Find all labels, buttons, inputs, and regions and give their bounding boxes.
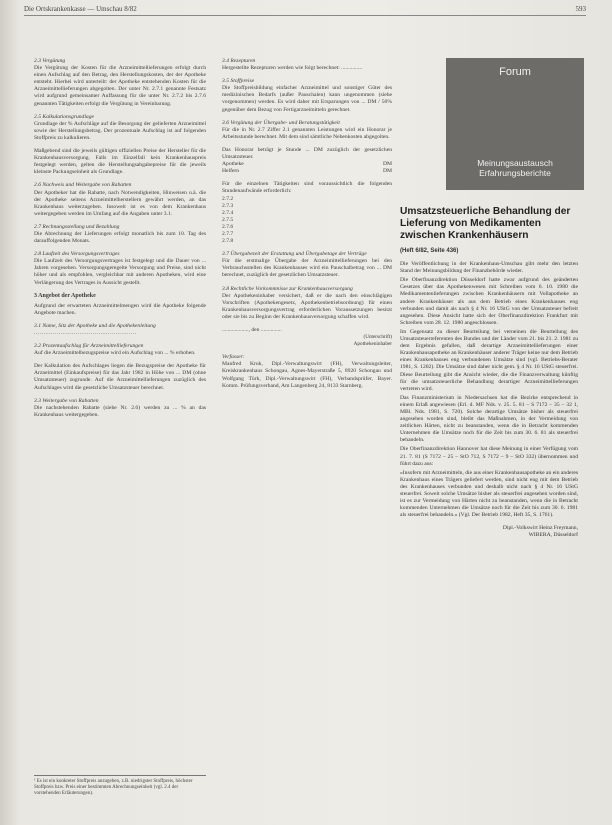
block-body: Auf die Arzneimittelbezugspreise wird ein Aufschlag von ... % erhoben. [34,350,196,357]
text-block [222,251,392,279]
text-block [34,303,206,317]
block-heading: 3.3 Weitergabe von Rabatten [34,397,99,404]
text-block [222,78,392,113]
text-block [34,58,206,108]
block-body: Für die erstmalige Übergabe der Arzneimittellieferungen bei den Verbrauchsstellen des Krankenhauses wird ein Pauschalbetrag von ... DM berechnet, zuzüglich der gesetzlichen Umsatzsteuer. [222,258,392,279]
forum-title: Forum [499,66,531,78]
block-heading: 2.6 Nachweis und Weitergabe von Rabatten [34,182,132,189]
article-signature [400,525,578,539]
block-body: Für die in Nr. 2.7 Ziffer 2.1 genannten Leistungen wird ein Honorar je Arbeitsstunde berechnet. Mit dem sind sämtliche Nebenkosten abgegolten. [222,126,392,140]
forum-subtitle [446,158,584,178]
block-heading: 3.8 Rechtliche Vorkommnisse zur Krankenhausversorgung [222,285,353,292]
block-heading: 3.6 Vergütung der Übergabe- und Beratungstätigkeit [222,119,340,126]
block-heading: 3.5 Stoffpreise [222,78,255,85]
article-paragraph: Im Gegensatz zu dieser Beurteilung bei verneinen die Beurteilung des Umsatzsteuerreferenten des Bundes und der Länder vom 21. bis 21. 2. 1981 zu dem Ergebnis gefallen, daß derartige Arzneimittellieferungen einer Krankenhausapotheke an Krankenhäuser anderer Träger keine nur dem Betrieb eines Krankenhauses eng verbundenen Umsätze sind (vgl. Betriebs-Berater 1981, S. 1202). Die Umsätze sind daher nicht gem. § 4 Nr. 16 UStG steuerfrei. Diese Beurteilung gibt die Ansicht wieder, die die Finanzverwaltung künftig für die umsatzsteuerliche Behandlung derartiger Arzneimittellieferungen vertreten wird. [400,328,578,392]
block-body: Die Vergütung der Kosten für die Arzneimittellieferungen erfolgt durch einen Aufschlag auf den Betrag, den Herstellungskosten, der der Apotheke entsteht. Hierbei wird unterteilt: der Apotheke entstehenden Kosten für die Arzneimittellieferungen abgegolten. Der unter Nr. 2.7.1 genannte Festsatz wird aufgrund gemeinsamer Auffassung für die unter Nr. 2.7.2 bis 2.7.6 genannten Tätigkeiten erfolgt die Vergütung in Vereinbarung. [34,65,206,107]
article-paragraph: Die Veröffentlichung in der Krankenhaus-Umschau gibt mehr den letzten Stand der Meinungsbildung der Finanzbehörde wieder. [400,261,578,275]
article-body [400,261,578,519]
article-paragraph: »Insofern mit Arzneimitteln, die aus einer Krankenhausapotheke an ein anderes Krankenhaus eines Trägers geliefert werden, sind nicht eng mit dem Betrieb des Krankenhauses verbunden und deshalb nicht nach § 4 Nr. 16 UStG steuerfrei. Soweit solche Umsätze bisher als steuerfrei angesehen worden sind, ist es zur Vermeidung von Härten nicht zu beanstanden, wenn die in Betracht kommenden Unternehmen die Umsätze noch für die Zeit bis zum 30. 6. 1981 als steuerfrei behandeln.« (Vgl. Der Betrieb 1982, Heft 35, S. 1761). [400,469,579,519]
block-heading: 2.3 Vergütung [34,58,66,64]
page-number: 593 [575,5,586,13]
signature-block [222,327,392,348]
block-body: Hergestellte Rezepturen werden wie folgt berechnet: ............... [222,65,363,72]
authors-block [222,354,392,389]
block-body: Grundlage der % Aufschläge auf die Besorgung der gelieferten Arzneimittel sowie der Herstellungsbetrag. Der prozentuale Aufschlag ist auf folgenden Stoffpreis zu kalkulieren. [34,120,206,141]
block-heading: 3.4 Rezepturen [222,58,256,64]
signature-role: Apothekeninhaber [353,341,392,348]
enum-item: 2.7.5 [222,216,234,223]
fee-row-label: Apotheke [222,161,244,168]
text-block [222,58,392,72]
footnote: ¹ Es ist ein konkreter Stoffpreis anzugeben, z.B. niedrigster Stoffpreis, höchster Stoffpreis bzw. Preis einer bestimmten Abrechnungseinheit (vgl. 2.4 der vorstehenden Erläuterungen). [34,775,206,798]
block-body: Aufgrund der erwarteten Arzneimittelmengen wird die Apotheke folgende Angebote machen. [34,302,206,316]
forum-subtitle-line: Erfahrungsberichte [479,168,551,178]
block-heading: 2.5 Kalkulationsgrundlage [34,113,94,120]
fee-row-unit: DM [382,168,392,175]
authors-heading: Verfasser: [222,354,245,361]
text-block [222,286,392,321]
enum-item: 2.7.4 [222,209,234,216]
column-middle [222,58,392,608]
text-block [34,251,206,286]
signature-label: (Unterschrift) [363,334,392,341]
article-title: Umsatzsteuerliche Behandlung der Lieferung von Medikamenten zwischen Krankenhäusern [400,206,571,241]
block-body: Der Apothekeninhaber versichert, daß er die nach den einschlägigen Vorschriften (Apothekengesetz, Apothekenbetriebsordnung) für einen Krankenhausversorgungsvertrag erforderlichen Voraussetzungen besitzt oder sie bis zu Beginn der Krankenhausversorgung schaffen wird. [222,292,392,320]
text-block [34,343,206,357]
block-heading: 2.7 Rechnungsstellung und Bezahlung [34,223,120,230]
block-heading: 2.8 Laufzeit des Versorgungsvertrages [34,251,120,258]
block-heading: 3.7 Übergabezeit der Erstattung und Übergabetage der Verträge [222,251,367,258]
article-paragraph: Die Oberfinanzdirektion Hannover hat diese Meinung in einer Verfügung vom 21. 7. 81 (S 7172 – 25 – StO 712, S 7172 – 9 – StO 332) übernommen und führt dazu aus: [400,446,578,467]
fee-row [222,168,392,175]
text-block [222,181,392,245]
fee-row-unit: DM [382,161,392,168]
section-heading: 3 Angebot der Apotheke [34,292,96,299]
block-body: Die Abrechnung der Lieferungen erfolgt monatlich bis zum 10. Tag des darauffolgenden Monats. [34,230,206,245]
block-body: Die Stoffpreisbildung einfacher Arzneimittel und sonstiger Güter des medizinischen Bedarfs (außer Pauschalen) kann ungenommen (siehe vorgenommen) werden. Es wird daher mit Ersparungen von ... DM / 50% gegenüber dem Bezug von Fertigarzneimitteln gerechnet. [222,85,392,113]
block-heading: 3.1 Name, Sitz der Apotheke und die Apothekenleitung [34,322,156,329]
column-left [34,58,206,825]
forum-banner [446,58,584,190]
authors-text: Manfred Kruk, Dipl.-Verwaltungswirt (FH), Verwaltungsleiter, Kreiskrankenhaus Schongau, Agnes-Mayerstraße 5, 8920 Schongau und Wolfgang Türk, Dipl.-Verwaltungswirt (FH), Verbandsprüfer, Bayer. Komm. Prüfungsverband, Am Langenberg 24, 8133 Starnberg. [222,361,392,389]
enum-item: 2.7.8 [222,238,234,245]
text-block [34,224,206,245]
block-body: Der Apotheker hat die Rabatte, nach Notwendigkeiten, Hinweisen u.ä. die der Apotheke seitens Arzneimittelherstellern gewährt werden, an das Krankenhaus weiterzugeben. Insoweit ist es von dem Krankenhaus weitergegeben werden im Umfang auf die Angaben unter 3.1. [34,189,206,217]
article-signature-org: WIBERA, Düsseldorf [528,532,578,539]
enum-item: 2.7.2 [222,195,234,202]
article-signature-name: Dipl.-Volkswirt Heinz Freymann, [502,525,578,532]
text-block [34,323,206,337]
block-body: ...................................................... [34,330,137,336]
text-block [34,114,206,142]
fee-row-label: Helfern [222,168,240,175]
block-body: Das Honorar beträgt je Stunde ... DM zuzüglich der gesetzlichen Umsatzsteuer. [222,146,392,161]
block-body: Die nachstehenden Rabatte (siehe Nr. 2.6) werden zu ... % an das Krankenhaus weitergegeben. [34,404,206,418]
forum-subtitle-line: Meinungsaustausch [477,158,553,168]
block-body: Für die einzelnen Tätigkeiten sind voraussichtlich die folgenden Stundenaufwände erforderlich: [222,181,392,195]
signature-place-date: ..................., den ............... [222,327,282,333]
text-block [34,363,206,391]
enum-item: 2.7.3 [222,202,234,209]
article-paragraph: Die Oberfinanzdirektion Düsseldorf hatte zwar aufgrund des geänderten Gesetzes über das Apothekenwesen mit Schreiben vom 6. 10. 1980 die Medikamentenlieferungen zwischen Krankenhäusern mit Vollapotheke an andere Krankenhäuser als aus dem Betrieb eines Krankenhauses eng verbunden und damit als nach § 4 Nr. 16 UStG von der Umsatzsteuer befreit angesehen. Diese Ansicht hatte sich der Oberfinanzdirektion Frankfurt mit Schreiben vom 28. 12. 1980 angeschlossen. [400,277,578,326]
text-block [222,120,392,141]
fee-row [222,161,392,168]
article [400,206,578,540]
running-head [24,5,586,16]
running-head-left: Die Ortskrankenkasse — Umschau 8/82 [24,5,137,13]
block-body: Die Laufzeit des Versorgungsvertrages ist festgelegt und die Dauer von ... Jahren vorgesehen. Versorgungsgeregelte Versorgung und Preise, sind nicht höher und als empfohlen, vergleichbar mit anderen Apotheken, wird eine Verlängerung des Vertrages in Aussicht gestellt. [34,258,206,286]
block-heading: 3.2 Prozentaufschlag für Arzneimittellieferungen [34,343,144,350]
text-block [34,398,206,419]
article-reference: (Heft 6/82, Seite 436) [400,248,459,254]
enum-item: 2.7.7 [222,230,234,237]
block-body: Maßgebend sind die jeweils gültigen offiziellen Preise der Hersteller für die Krankenhausversorgung. Falls im Einzelfall kein Krankenhauspreis festgelegt werden, gelten die Herstellungsabgabepreise für die jeweils kleinste Packungseinheit als Grundlage. [34,148,206,176]
block-body: Der Kalkulation des Aufschlages liegen die Bezugspreise der Apotheke für Arzneimittel (Einkaufspreise) für das Jahr 1982 in Höhe von ... DM (ohne Umsatzsteuer) zugrunde. Auf die Arzneimittellieferungen zuzüglich des Aufschlages wird die gesetzliche Umsatzsteuer berechnet. [34,363,206,391]
text-block [222,147,392,175]
text-block [34,182,206,217]
enum-item: 2.7.6 [222,223,234,230]
article-paragraph: Das Finanzministerium in Niedersachsen hat die Bezirke entsprechend in einem Erlaß angewiesen (Erl. d. MF Nds. v. 25. 5. 81 – S 7172 – 35 – 32 1, MBl. Nds. 1981, S. 720). Solche derartige Umsätze bisher als steuerfrei angesehen worden sind, bleibt das Maßnahmen, in der Vermeidung von zeitlichen Härten, nicht zu beanstanden, wenn die in Betracht kommenden Unternehmen die Umsätze noch für die Zeit bis zum 30. 6. 81 als steuerfrei behandeln. [400,394,578,444]
text-block [34,148,206,176]
